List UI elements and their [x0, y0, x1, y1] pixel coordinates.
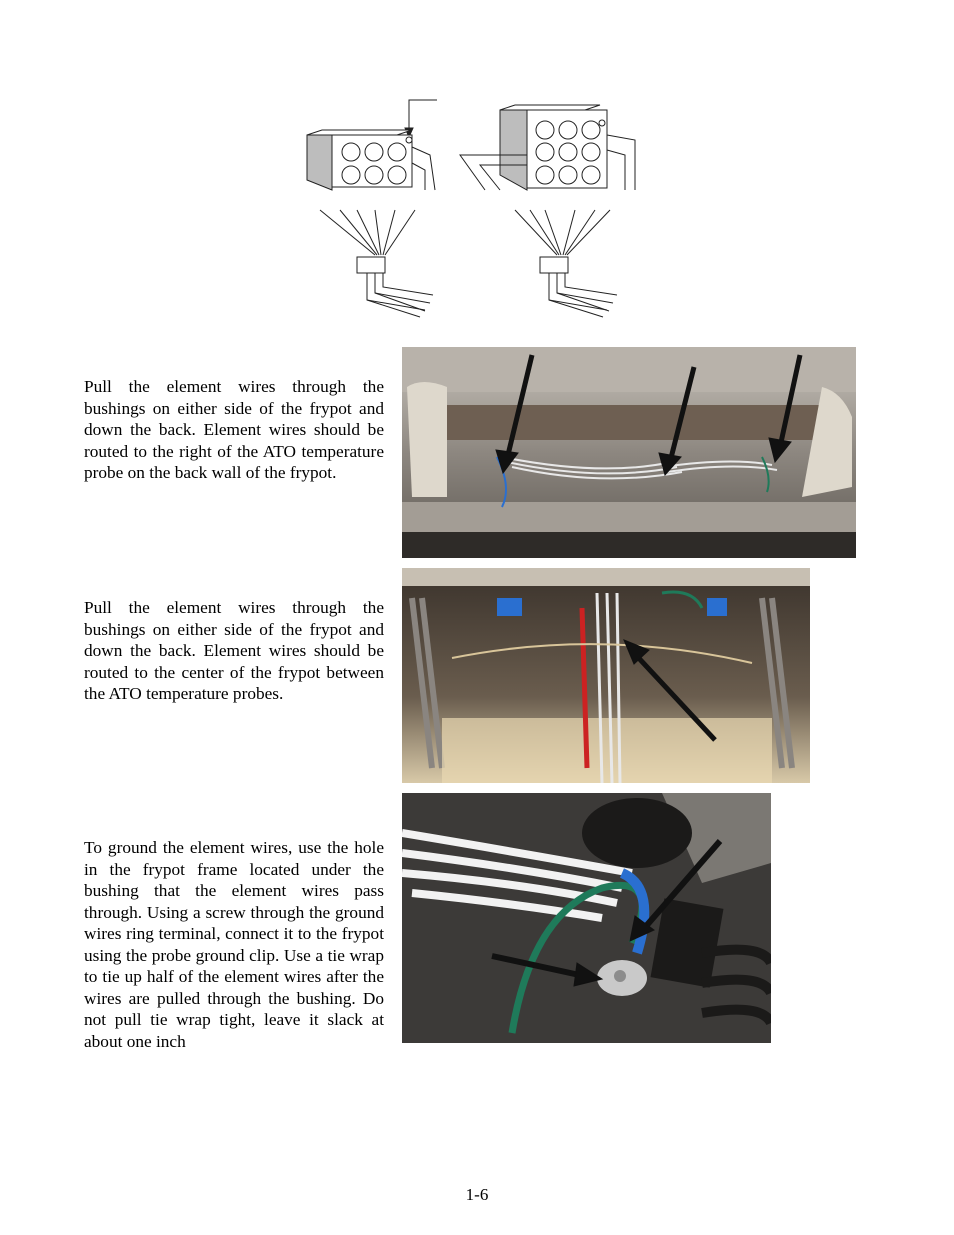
page-number: 1-6 [465, 1185, 489, 1204]
element-wiring-diagram [295, 95, 645, 330]
step-3-text: To ground the element wires, use the hole in the frypot frame located under the bushing that the element wires pass through. Using a screw through the ground wires ring terminal, connect it to the frypot using the probe ground clip. Use a tie wrap to tie up half of the element wires after the wires are pulled through the bushing. Do not pull tie wrap tight, leave it slack at about one inch [84, 838, 384, 1051]
step-1-text: Pull the element wires through the bushings on either side of the frypot and down the back. Element wires should be routed to the right of the ATO temperature probe on the back wall of the frypot. [84, 377, 384, 482]
ground-clip-photo [402, 793, 771, 1043]
frypot-rear-wiring-photo [402, 347, 856, 558]
step-2-text: Pull the element wires through the bushings on either side of the frypot and down the back. Element wires should be routed to the center of the frypot between the ATO temperature probes. [84, 598, 384, 703]
frypot-center-wiring-photo [402, 568, 810, 783]
